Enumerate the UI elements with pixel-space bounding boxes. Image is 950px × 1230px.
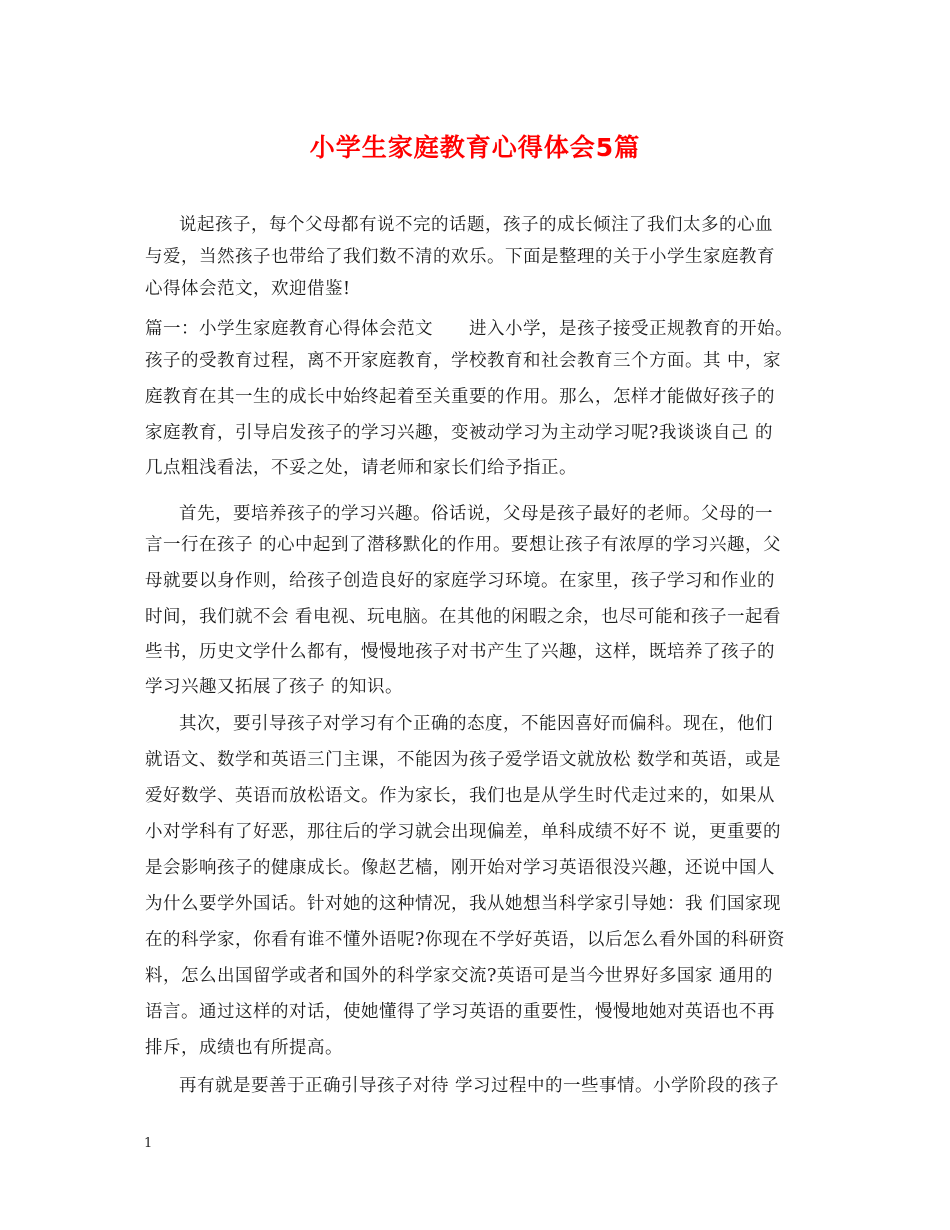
paragraph-line: 小对学科有了好恶，那往后的学习就会出现偏差，单科成绩不好不 说，更重要的 (145, 822, 782, 842)
paragraph-line: 排斥，成绩也有所提高。 (145, 1038, 343, 1058)
paragraph-line: 母就要以身作则，给孩子创造良好的家庭学习环境。在家里，孩子学习和作业的 (145, 571, 775, 591)
paragraph-line: 其次，要引导孩子对学习有个正确的态度，不能因喜好而偏科。现在，他们 (179, 714, 773, 734)
paragraph-line: 些书，历史文学什么都有，慢慢地孩子对书产生了兴趣，这样，既培养了孩子的 (145, 642, 775, 662)
paragraph-line: 篇一：小学生家庭教育心得体会范文 进入小学，是孩子接受正规教育的开始。 (145, 319, 793, 339)
paragraph-line: 心得体会范文，欢迎借鉴! (145, 279, 351, 299)
page-number: 1 (144, 1136, 153, 1151)
paragraph-line: 是会影响孩子的健康成长。像赵艺樯，刚开始对学习英语很没兴趣，还说中国人 (145, 858, 775, 878)
paragraph-line: 时间，我们就不会 看电视、玩电脑。在其他的闲暇之余，也尽可能和孩子一起看 (145, 607, 782, 627)
paragraph-line: 再有就是要善于正确引导孩子对待 学习过程中的一些事情。小学阶段的孩子 (179, 1076, 780, 1096)
paragraph-line: 家庭教育，引导启发孩子的学习兴趣，变被动学习为主动学习呢?我谈谈自己 的 (145, 423, 773, 443)
paragraph-line: 爱好数学、英语而放松语文。作为家长，我们也是从学生时代走过来的，如果从 (145, 786, 775, 806)
paragraph-line: 料，怎么出国留学或者和国外的科学家交流?英语可是当今世界好多国家 通用的 (145, 966, 773, 986)
paragraph-line: 几点粗浅看法，不妥之处，请老师和家长们给予指正。 (145, 458, 577, 478)
paragraph-line: 庭教育在其一生的成长中始终起着至关重要的作用。那么，怎样才能做好孩子的 (145, 387, 775, 407)
paragraph-line: 说起孩子，每个父母都有说不完的话题，孩子的成长倾注了我们太多的心血 (179, 215, 773, 235)
paragraph-line: 首先，要培养孩子的学习兴趣。俗话说，父母是孩子最好的老师。父母的一 (179, 504, 773, 524)
paragraph-line: 语言。通过这样的对话，使她懂得了学习英语的重要性，慢慢地她对英语也不再 (145, 1002, 775, 1022)
paragraph-line: 与爱，当然孩子也带给了我们数不清的欢乐。下面是整理的关于小学生家庭教育 (145, 247, 775, 267)
paragraph-line: 孩子的受教育过程，离不开家庭教育，学校教育和社会教育三个方面。其 中，家 (145, 351, 782, 371)
paragraph-line: 在的科学家，你看有谁不懂外语呢?你现在不学好英语，以后怎么看外国的科研资 (145, 930, 785, 950)
paragraph-line: 为什么要学外国话。针对她的这种情况，我从她想当科学家引导她：我 们国家现 (145, 894, 782, 914)
paragraph-line: 言一行在孩子 的心中起到了潜移默化的作用。要想让孩子有浓厚的学习兴趣，父 (145, 535, 782, 555)
document-title: 小学生家庭教育心得体会5篇 (309, 133, 641, 162)
paragraph-line: 学习兴趣又拓展了孩子 的知识。 (145, 677, 404, 697)
paragraph-line: 就语文、数学和英语三门主课，不能因为孩子爱学语文就放松 数学和英语，或是 (145, 750, 782, 770)
